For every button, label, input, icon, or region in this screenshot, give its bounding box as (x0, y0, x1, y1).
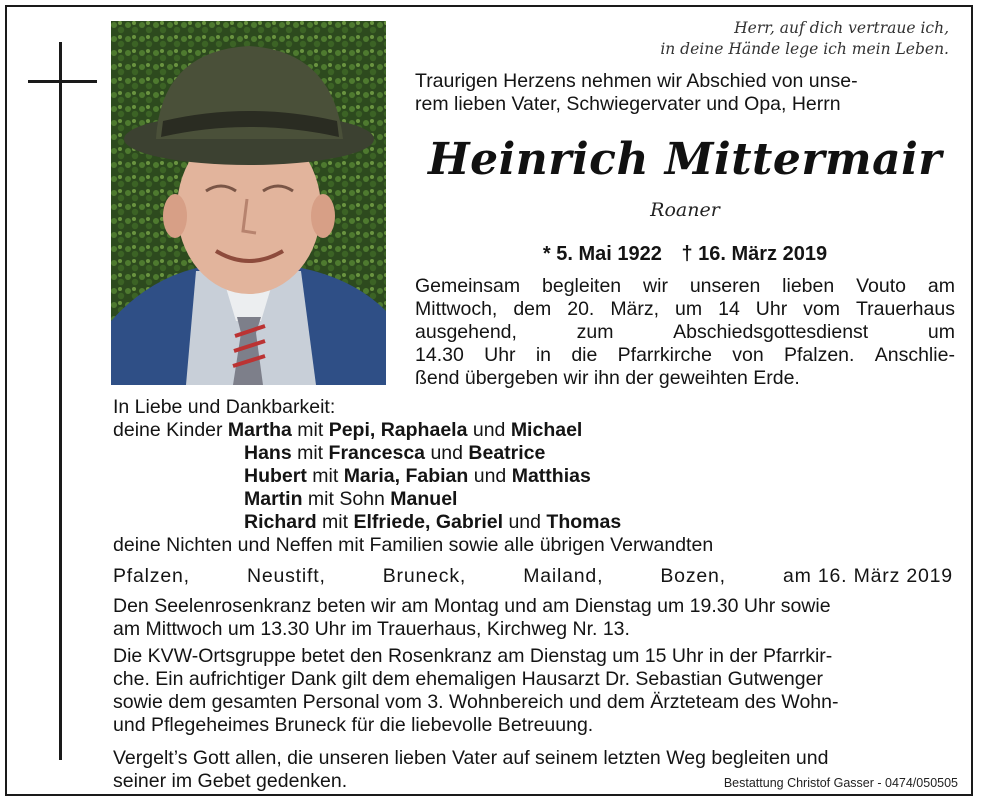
family-connector: mit Sohn (307, 488, 385, 510)
funeral-word: 14 (718, 298, 740, 320)
undertaker-credit: Bestattung Christof Gasser - 0474/050505 (723, 776, 958, 790)
family-connector: und (472, 419, 506, 441)
family-name: Manuel (390, 488, 458, 510)
place-word: am 16. März 2019 (782, 565, 953, 587)
family-name: Francesca (328, 442, 426, 464)
relatives-line: deine Nichten und Neffen mit Familien sowie alle übrigen Verwandten (113, 534, 714, 556)
family-list (113, 396, 963, 557)
funeral-word: begleiten (542, 275, 622, 297)
funeral-word: in (535, 344, 552, 366)
rosary-paragraph (113, 595, 955, 641)
place-and-date (113, 565, 953, 588)
funeral-word: 14.30 (415, 344, 464, 366)
funeral-word: unseren (689, 275, 761, 297)
family-row (113, 511, 963, 534)
family-row (113, 488, 963, 511)
family-name: Thomas (546, 511, 622, 533)
deceased-name: Heinrich Mittermair (428, 134, 942, 185)
paragraph-line: und Pflegeheimes Bruneck für die liebevolle Betreuung. (113, 714, 594, 736)
portrait-photo (111, 21, 386, 385)
motto-verse (529, 18, 949, 60)
paragraph-line: am Mittwoch um 13.30 Uhr im Trauerhaus, Kirchweg Nr. 13. (113, 618, 630, 640)
family-name: Michael (510, 419, 583, 441)
funeral-word: Mittwoch, (415, 298, 498, 320)
family-row (113, 465, 963, 488)
funeral-word: dem (513, 298, 552, 320)
family-row (113, 419, 963, 442)
family-name: Martin (244, 488, 303, 510)
funeral-word: vom (803, 298, 840, 320)
family-connector: mit (297, 442, 324, 464)
paragraph-line: che. Ein aufrichtiger Dank gilt dem ehemaligen Hausarzt Dr. Sebastian Gutwenger (113, 668, 823, 690)
family-connector: mit (322, 511, 349, 533)
funeral-word: ausgehend, (415, 321, 517, 343)
family-name: Elfriede, Gabriel (353, 511, 504, 533)
children-prefix: deine Kinder (113, 419, 223, 441)
family-name: Beatrice (468, 442, 546, 464)
place-word: Bruneck, (382, 565, 467, 587)
funeral-word: Uhr (755, 298, 788, 320)
paragraph-line: Vergelt’s Gott allen, die unseren lieben Vater auf seinem letzten Weg begleiten und (113, 747, 829, 769)
paragraph-line: Den Seelenrosenkranz beten wir am Montag und am Dienstag um 19.30 Uhr sowie (113, 595, 831, 617)
funeral-details (415, 275, 955, 390)
family-name: Hubert (244, 465, 307, 487)
cross-icon (59, 42, 62, 760)
family-name: Pepi, Raphaela (328, 419, 468, 441)
place-word: Mailand, (523, 565, 604, 587)
family-name: Richard (244, 511, 317, 533)
family-connector: und (430, 442, 463, 464)
motto-line: Herr, auf dich vertraue ich, (734, 19, 949, 37)
paragraph-line: Die KVW-Ortsgruppe betet den Rosenkranz am Dienstag um 15 Uhr in der Pfarrkir- (113, 645, 833, 667)
funeral-word: Pfalzen. (783, 344, 855, 366)
intro-line: Traurigen Herzens nehmen wir Abschied von unse- (415, 70, 858, 92)
funeral-word: lieben (782, 275, 835, 297)
funeral-word: am (927, 275, 955, 297)
funeral-line (415, 275, 955, 298)
funeral-word: Trauerhaus (855, 298, 955, 320)
intro-line: rem lieben Vater, Schwiegervater und Opa, Herrn (415, 93, 841, 115)
funeral-word: zum (576, 321, 614, 343)
family-connector: mit (297, 419, 324, 441)
cross-icon-bar (28, 80, 97, 83)
deceased-nickname: Roaner (650, 199, 720, 221)
place-word: Bozen, (660, 565, 726, 587)
funeral-line (415, 298, 955, 321)
motto-line: in deine Hände lege ich mein Leben. (660, 40, 949, 58)
funeral-word: um (675, 298, 703, 320)
funeral-word: Anschlie- (874, 344, 955, 366)
family-connector: und (508, 511, 541, 533)
funeral-line (415, 321, 955, 344)
family-row (113, 442, 963, 465)
place-word: Pfalzen, (113, 565, 190, 587)
family-connector: mit (312, 465, 339, 487)
birth-date: * 5. Mai 1922 (542, 243, 662, 265)
funeral-word: um (927, 321, 955, 343)
family-name: Hans (244, 442, 292, 464)
life-dates (415, 242, 955, 266)
funeral-word: wir (643, 275, 668, 297)
paragraph-line: seiner im Gebet gedenken. (113, 770, 348, 792)
funeral-word: Pfarrkirche (617, 344, 712, 366)
family-intro: In Liebe und Dankbarkeit: (113, 396, 336, 418)
funeral-word: ßend übergeben wir ihn der geweihten Erde. (415, 367, 800, 389)
funeral-word: Vouto (856, 275, 906, 297)
funeral-word: Gemeinsam (415, 275, 521, 297)
intro-text (415, 70, 955, 116)
funeral-line (415, 367, 955, 390)
death-date: † 16. März 2019 (681, 243, 828, 265)
family-connector: und (473, 465, 507, 487)
funeral-word: Abschiedsgottesdienst (673, 321, 869, 343)
family-name: Martha (227, 419, 292, 441)
paragraph-line: sowie dem gesamten Personal vom 3. Wohnbereich und dem Ärzteteam des Wohn- (113, 691, 839, 713)
thanks-paragraph (113, 645, 955, 737)
funeral-word: Uhr (484, 344, 516, 366)
funeral-line (415, 344, 955, 367)
funeral-word: die (571, 344, 598, 366)
funeral-word: von (732, 344, 764, 366)
funeral-word: 20. (567, 298, 595, 320)
place-word: Neustift, (246, 565, 326, 587)
funeral-word: März, (610, 298, 660, 320)
family-name: Matthias (511, 465, 591, 487)
family-name: Maria, Fabian (343, 465, 469, 487)
